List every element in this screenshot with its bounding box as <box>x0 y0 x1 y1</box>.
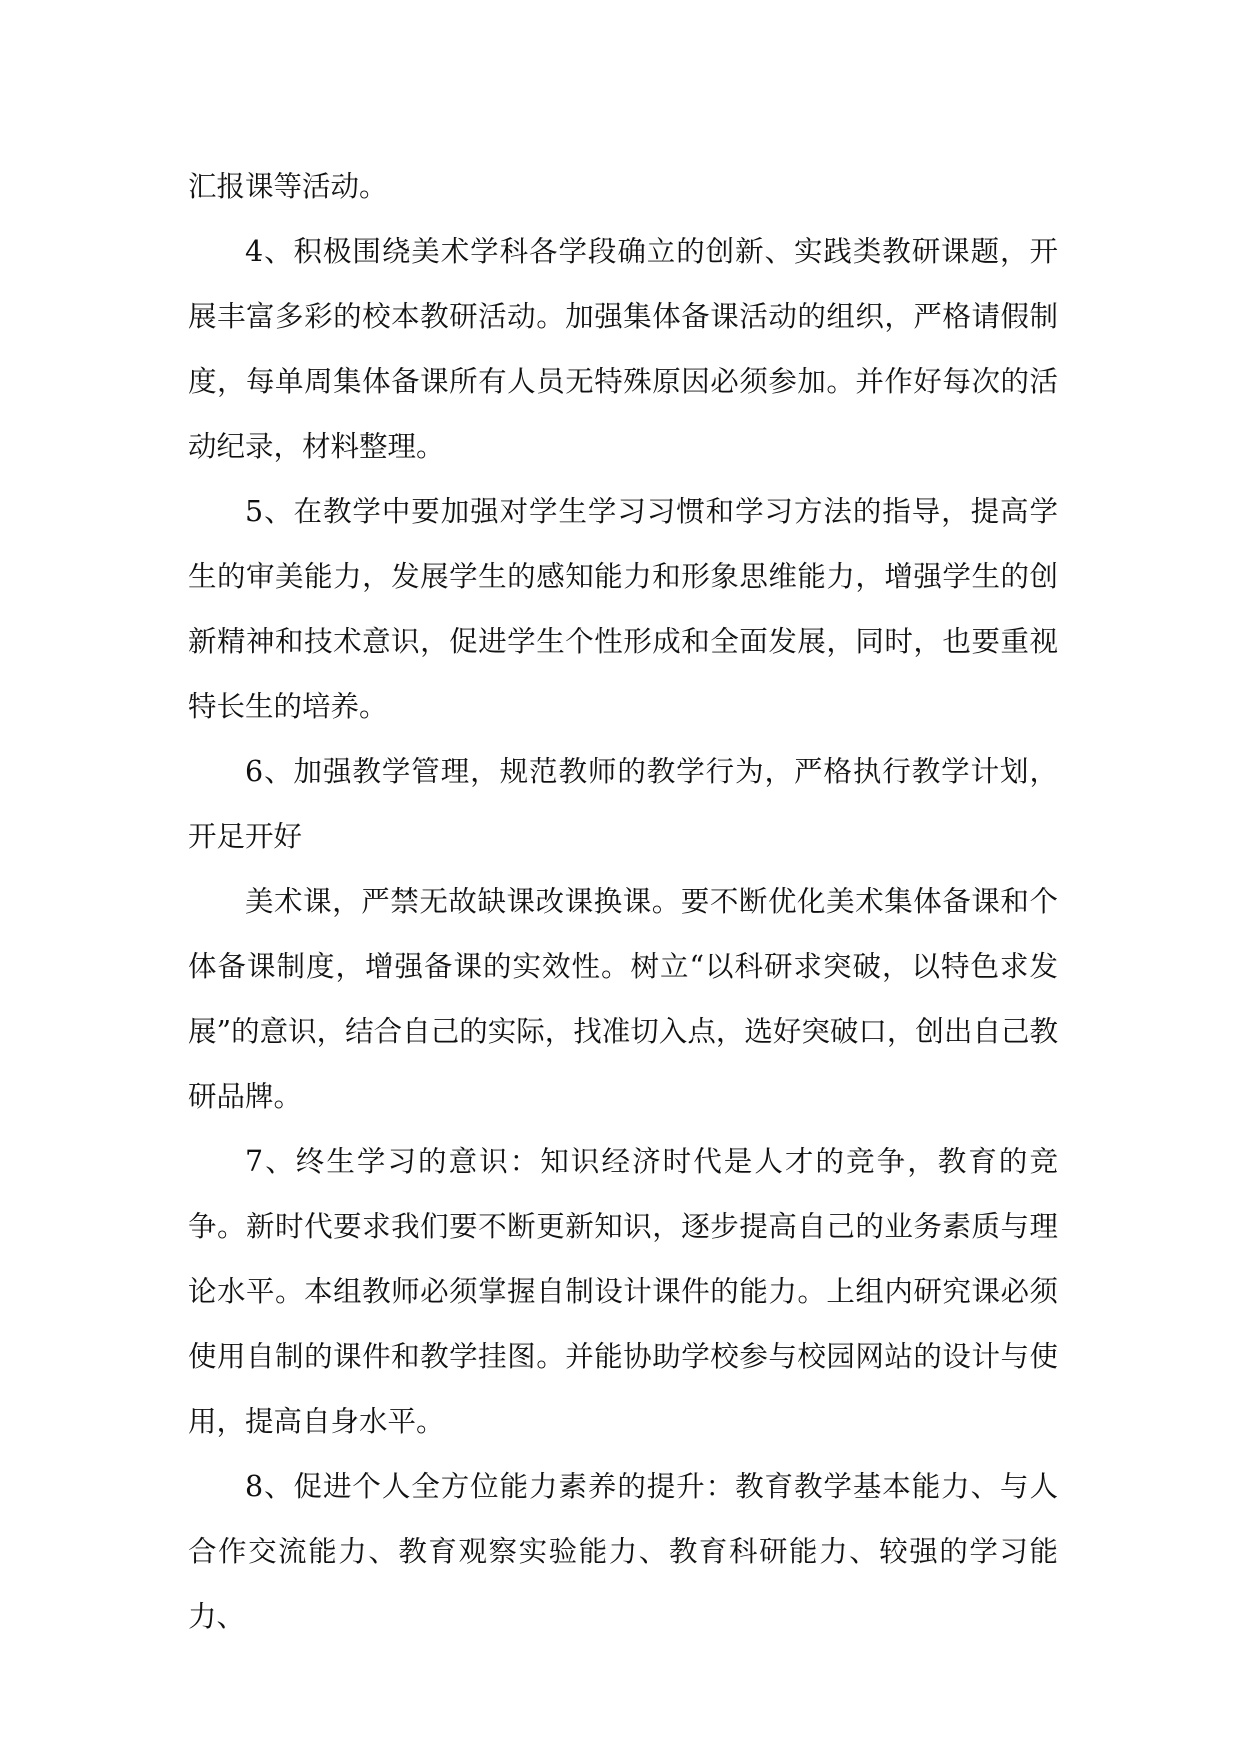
paragraph-item-4: 4、积极围绕美术学科各学段确立的创新、实践类教研课题，开展丰富多彩的校本教研活动。加强集体备课活动的组织，严格请假制度，每单周集体备课所有人员无特殊原因必须参加。并作好每次的活动纪录，材料整理。 <box>188 235 1058 463</box>
paragraph-item-8: 8、促进个人全方位能力素养的提升：教育教学基本能力、与人合作交流能力、教育观察实验能力、教育科研能力、较强的学习能力、 <box>188 1470 1058 1633</box>
paragraph-item-6: 6、加强教学管理，规范教师的教学行为，严格执行教学计划，开足开好 <box>188 755 1058 853</box>
paragraph-item-7: 7、终生学习的意识：知识经济时代是人才的竞争，教育的竞争。新时代要求我们要不断更新知识，逐步提高自己的业务素质与理论水平。本组教师必须掌握自制设计课件的能力。上组内研究课必须使用自制的课件和教学挂图。并能协助学校参与校园网站的设计与使用，提高自身水平。 <box>188 1145 1058 1438</box>
paragraph-item-5: 5、在教学中要加强对学生学习习惯和学习方法的指导，提高学生的审美能力，发展学生的感知能力和形象思维能力，增强学生的创新精神和技术意识，促进学生个性形成和全面发展，同时，也要重视特长生的培养。 <box>188 495 1058 723</box>
paragraph-continuation: 汇报课等活动。 <box>188 170 388 203</box>
document-body <box>188 154 1058 1649</box>
paragraph-item-6-continued: 美术课，严禁无故缺课改课换课。要不断优化美术集体备课和个体备课制度，增强备课的实效性。树立“以科研求突破，以特色求发展”的意识，结合自己的实际，找准切入点，选好突破口，创出自己教研品牌。 <box>188 885 1058 1113</box>
